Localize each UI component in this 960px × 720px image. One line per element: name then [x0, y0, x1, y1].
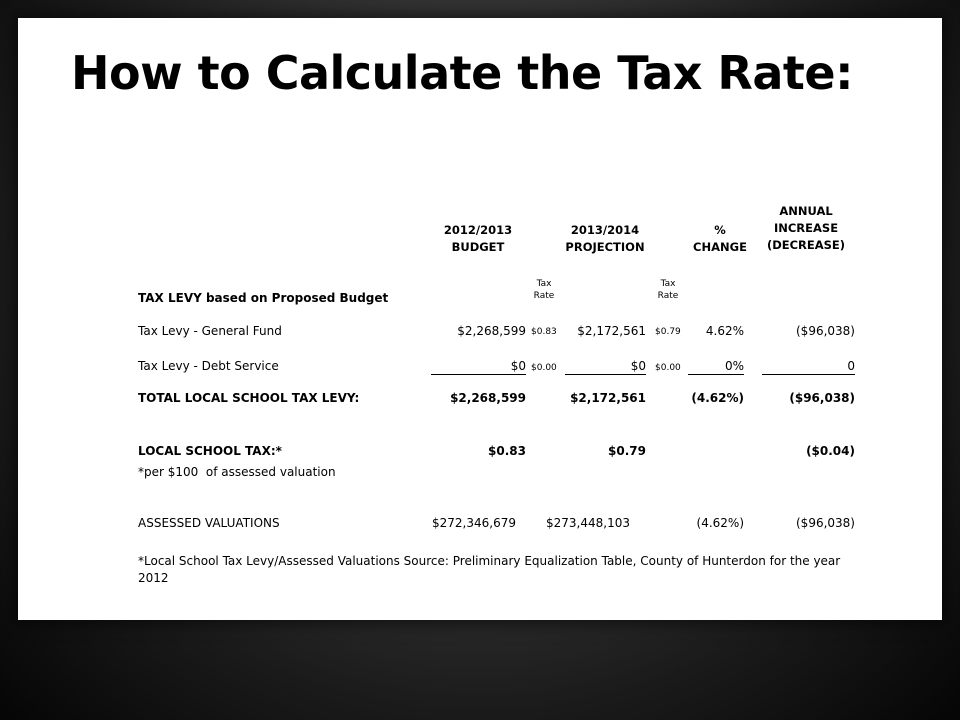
tax-rate-label-budget-line1: Tax: [536, 279, 552, 289]
assessed-change: (4.62%): [696, 516, 744, 530]
debt-service-label: Tax Levy - Debt Service: [138, 359, 279, 373]
header-annual-line1: ANNUAL: [779, 204, 833, 218]
tax-rate-label-projection-line2: Rate: [657, 291, 679, 301]
header-projection-line2: PROJECTION: [565, 240, 645, 254]
tax-rate-label-projection: [648, 278, 688, 302]
debt-service-change: 0%: [688, 358, 744, 375]
general-fund-projection: $2,172,561: [577, 324, 646, 338]
source-note: *Local School Tax Levy/Assessed Valuations Source: Preliminary Equalization Table, County of Hunterdon for the year 2012: [138, 554, 841, 585]
debt-service-annual: 0: [762, 358, 855, 375]
general-fund-annual: ($96,038): [796, 324, 855, 338]
header-projection-line1: 2013/2014: [570, 223, 640, 237]
header-annual: [750, 203, 862, 254]
general-fund-projection-rate: $0.79: [655, 327, 681, 337]
assessed-annual: ($96,038): [796, 516, 855, 530]
local-tax-label: LOCAL SCHOOL TAX:*: [138, 444, 282, 458]
local-tax-annual: ($0.04): [806, 444, 855, 458]
local-tax-budget: $0.83: [488, 444, 526, 458]
total-budget: $2,268,599: [450, 391, 526, 405]
header-annual-line3: (DECREASE): [766, 238, 846, 252]
header-projection: [545, 222, 665, 256]
per-assessed-note: *per $100 of assessed valuation: [138, 465, 336, 479]
page-title: How to Calculate the Tax Rate:: [71, 46, 853, 100]
debt-service-projection: $0: [565, 358, 646, 375]
general-fund-change: 4.62%: [705, 324, 744, 338]
assessed-budget: $272,346,679: [432, 516, 516, 530]
debt-service-budget-rate: $0.00: [531, 363, 557, 373]
total-label: TOTAL LOCAL SCHOOL TAX LEVY:: [138, 391, 360, 405]
tax-rate-label-budget: [524, 278, 564, 302]
local-tax-projection: $0.79: [608, 444, 646, 458]
header-change: [680, 222, 760, 256]
general-fund-budget: $2,268,599: [457, 324, 526, 338]
total-change: (4.62%): [691, 391, 744, 405]
assessed-label: ASSESSED VALUATIONS: [138, 516, 280, 530]
general-fund-label: Tax Levy - General Fund: [138, 324, 282, 338]
tax-rate-label-budget-line2: Rate: [533, 291, 555, 301]
header-budget-line2: BUDGET: [451, 240, 505, 254]
section-label: TAX LEVY based on Proposed Budget: [138, 291, 389, 305]
debt-service-projection-rate: $0.00: [655, 363, 681, 373]
header-budget-line1: 2012/2013: [443, 223, 513, 237]
header-budget: [418, 222, 538, 256]
header-annual-line2: INCREASE: [773, 221, 839, 235]
assessed-projection: $273,448,103: [546, 516, 630, 530]
tax-rate-label-projection-line1: Tax: [660, 279, 676, 289]
total-annual: ($96,038): [789, 391, 855, 405]
total-projection: $2,172,561: [570, 391, 646, 405]
header-change-line2: CHANGE: [693, 240, 747, 254]
general-fund-budget-rate: $0.83: [531, 327, 557, 337]
header-change-line1: %: [714, 223, 726, 237]
debt-service-budget: $0: [431, 358, 526, 375]
